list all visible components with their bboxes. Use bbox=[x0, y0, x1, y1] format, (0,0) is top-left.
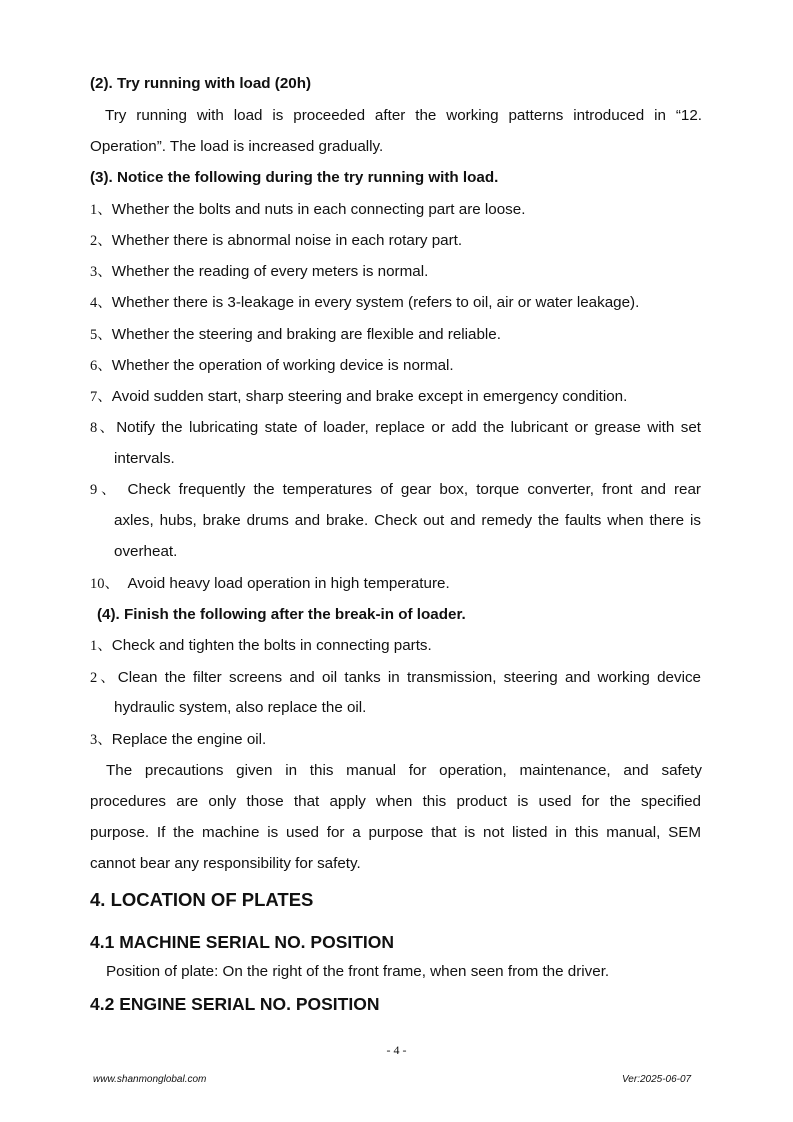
list-item bbox=[90, 326, 501, 344]
list-item-text: Whether there is 3-leakage in every system (refers to oil, air or water leakage). bbox=[111, 294, 640, 311]
precautions-line-2: procedures are only those that apply when this product is used for the specified bbox=[90, 793, 701, 810]
list-item-text: Whether the operation of working device is normal. bbox=[111, 357, 454, 374]
list-item bbox=[90, 388, 627, 406]
list-item-number: 2、 bbox=[90, 670, 118, 686]
list-item-number: 9、 bbox=[90, 482, 120, 498]
list-item-text: Whether there is abnormal noise in each rotary part. bbox=[111, 232, 463, 249]
list-item bbox=[90, 201, 525, 219]
footer-website: www.shanmonglobal.com bbox=[93, 1074, 207, 1085]
list-item-number: 3、 bbox=[90, 264, 112, 280]
list-item-number: 3、 bbox=[90, 732, 112, 748]
list-item-number: 5、 bbox=[90, 327, 112, 343]
list-item bbox=[90, 357, 454, 375]
section-2-paragraph-line-2: Operation”. The load is increased gradually. bbox=[90, 138, 384, 155]
list-item-continuation: hydraulic system, also replace the oil. bbox=[114, 699, 367, 716]
list-item-text: Replace the engine oil. bbox=[111, 731, 267, 748]
section-2-paragraph-line-1: Try running with load is proceeded after the working patterns introduced in “12. bbox=[105, 107, 702, 124]
list-item-text: Notify the lubricating state of loader, replace or add the lubricant or grease with set bbox=[116, 419, 702, 436]
list-item-text: Whether the reading of every meters is normal. bbox=[111, 263, 429, 280]
machine-serial-heading: 4.1 MACHINE SERIAL NO. POSITION bbox=[90, 932, 395, 952]
list-item-continuation: intervals. bbox=[114, 450, 175, 467]
list-item bbox=[90, 731, 266, 749]
list-item bbox=[90, 481, 701, 499]
list-item-text: Whether the bolts and nuts in each connecting part are loose. bbox=[111, 201, 526, 218]
machine-serial-text: Position of plate: On the right of the front frame, when seen from the driver. bbox=[106, 963, 610, 980]
list-item bbox=[90, 263, 428, 281]
list-item-text: Avoid heavy load operation in high temperature. bbox=[127, 575, 450, 592]
list-item-number: 1、 bbox=[90, 202, 112, 218]
list-item-number: 1、 bbox=[90, 638, 112, 654]
page-number: - 4 - bbox=[386, 1043, 407, 1057]
precautions-line-1: The precautions given in this manual for operation, maintenance, and safety bbox=[106, 762, 702, 779]
list-item bbox=[90, 637, 432, 655]
list-item-number: 8、 bbox=[90, 420, 117, 436]
list-item-number: 2、 bbox=[90, 233, 112, 249]
section-4-heading: (4). Finish the following after the break-in of loader. bbox=[97, 606, 466, 623]
list-item-number: 4、 bbox=[90, 295, 112, 311]
list-item-number: 10、 bbox=[90, 576, 119, 592]
list-item bbox=[90, 575, 450, 593]
list-item-number: 6、 bbox=[90, 358, 112, 374]
list-item bbox=[90, 419, 701, 437]
list-item-text: Clean the filter screens and oil tanks in transmission, steering and working device bbox=[117, 669, 701, 686]
section-2-heading: (2). Try running with load (20h) bbox=[90, 75, 312, 92]
precautions-line-3: purpose. If the machine is used for a purpose that is not listed in this manual, SEM bbox=[90, 824, 701, 841]
list-item-text: Check frequently the temperatures of gear box, torque converter, front and rear bbox=[127, 481, 701, 498]
list-item-continuation: axles, hubs, brake drums and brake. Check out and remedy the faults when there is bbox=[114, 512, 701, 529]
list-item-text: Avoid sudden start, sharp steering and brake except in emergency condition. bbox=[111, 388, 628, 405]
engine-serial-heading: 4.2 ENGINE SERIAL NO. POSITION bbox=[90, 994, 380, 1014]
footer-version: Ver:2025-06-07 bbox=[622, 1074, 692, 1085]
section-3-heading: (3). Notice the following during the try running with load. bbox=[90, 169, 499, 186]
list-item bbox=[90, 232, 462, 250]
list-item-text: Check and tighten the bolts in connecting parts. bbox=[111, 637, 432, 654]
list-item-continuation: overheat. bbox=[114, 543, 178, 560]
list-item-number: 7、 bbox=[90, 389, 112, 405]
precautions-line-4: cannot bear any responsibility for safety. bbox=[90, 855, 361, 872]
list-item bbox=[90, 669, 701, 687]
location-of-plates-heading: 4. LOCATION OF PLATES bbox=[90, 889, 314, 910]
list-item bbox=[90, 294, 639, 312]
list-item-text: Whether the steering and braking are flexible and reliable. bbox=[111, 326, 501, 343]
